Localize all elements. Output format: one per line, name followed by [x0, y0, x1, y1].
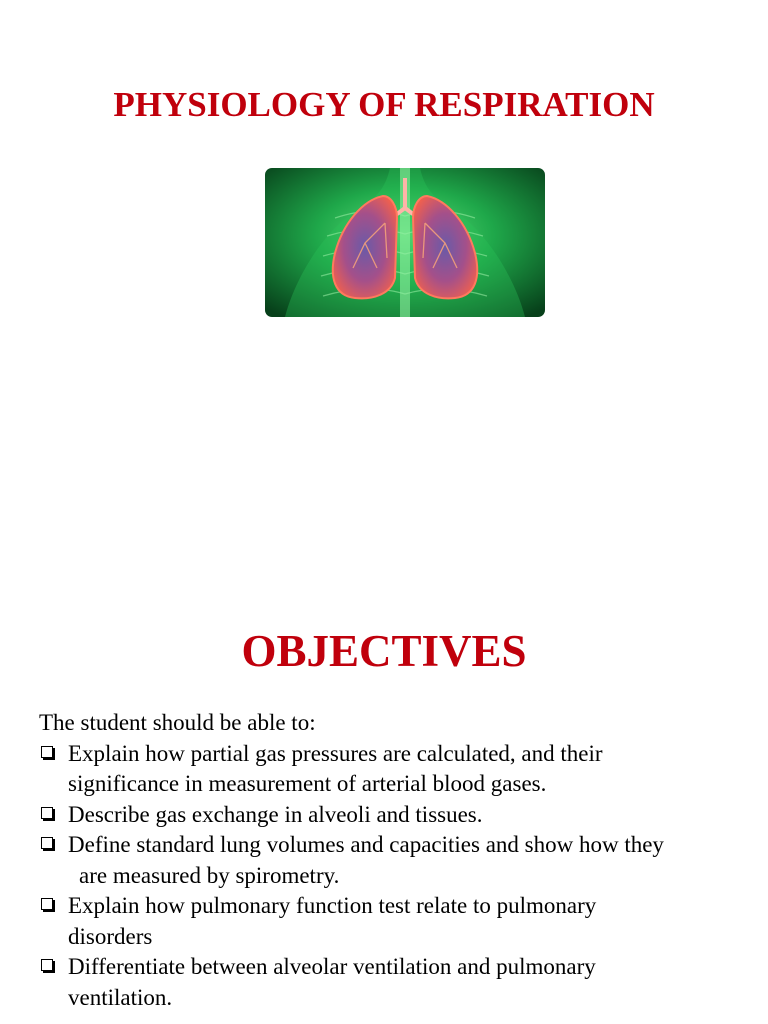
- list-item-line: significance in measurement of arterial blood gases.: [68, 771, 547, 796]
- checkbox-bullet-icon: [41, 746, 53, 758]
- checkbox-bullet-icon: [41, 959, 53, 971]
- list-item: [39, 952, 754, 1013]
- slide-title-heading: PHYSIOLOGY OF RESPIRATION: [113, 85, 655, 124]
- list-item-line: disorders: [68, 923, 153, 949]
- objectives-content: [39, 708, 754, 1013]
- slide-objectives: [0, 560, 768, 1024]
- list-item-line: Explain how pulmonary function test relate to pulmonary: [68, 893, 597, 918]
- lungs-illustration: [265, 168, 545, 317]
- list-item: [39, 891, 754, 952]
- list-item: [39, 830, 754, 891]
- list-item-line: are measured by spirometry.: [79, 862, 340, 888]
- lungs-illustration-svg: [265, 168, 545, 317]
- checkbox-bullet-icon: [41, 898, 53, 910]
- list-item: [39, 739, 754, 800]
- checkbox-bullet-icon: [41, 807, 53, 819]
- list-item-line: Define standard lung volumes and capacities and show how they: [68, 832, 664, 857]
- objectives-list: [39, 739, 754, 1014]
- objectives-intro: The student should be able to:: [39, 710, 316, 735]
- list-item-line: Describe gas exchange in alveoli and tissues.: [68, 801, 483, 827]
- objectives-heading: OBJECTIVES: [241, 626, 527, 676]
- list-item-line: Differentiate between alveolar ventilation and pulmonary: [68, 954, 596, 979]
- list-item-line: ventilation.: [68, 984, 173, 1010]
- list-item-line: Explain how partial gas pressures are calculated, and their: [68, 740, 603, 766]
- list-item: [39, 800, 754, 831]
- checkbox-bullet-icon: [41, 837, 53, 849]
